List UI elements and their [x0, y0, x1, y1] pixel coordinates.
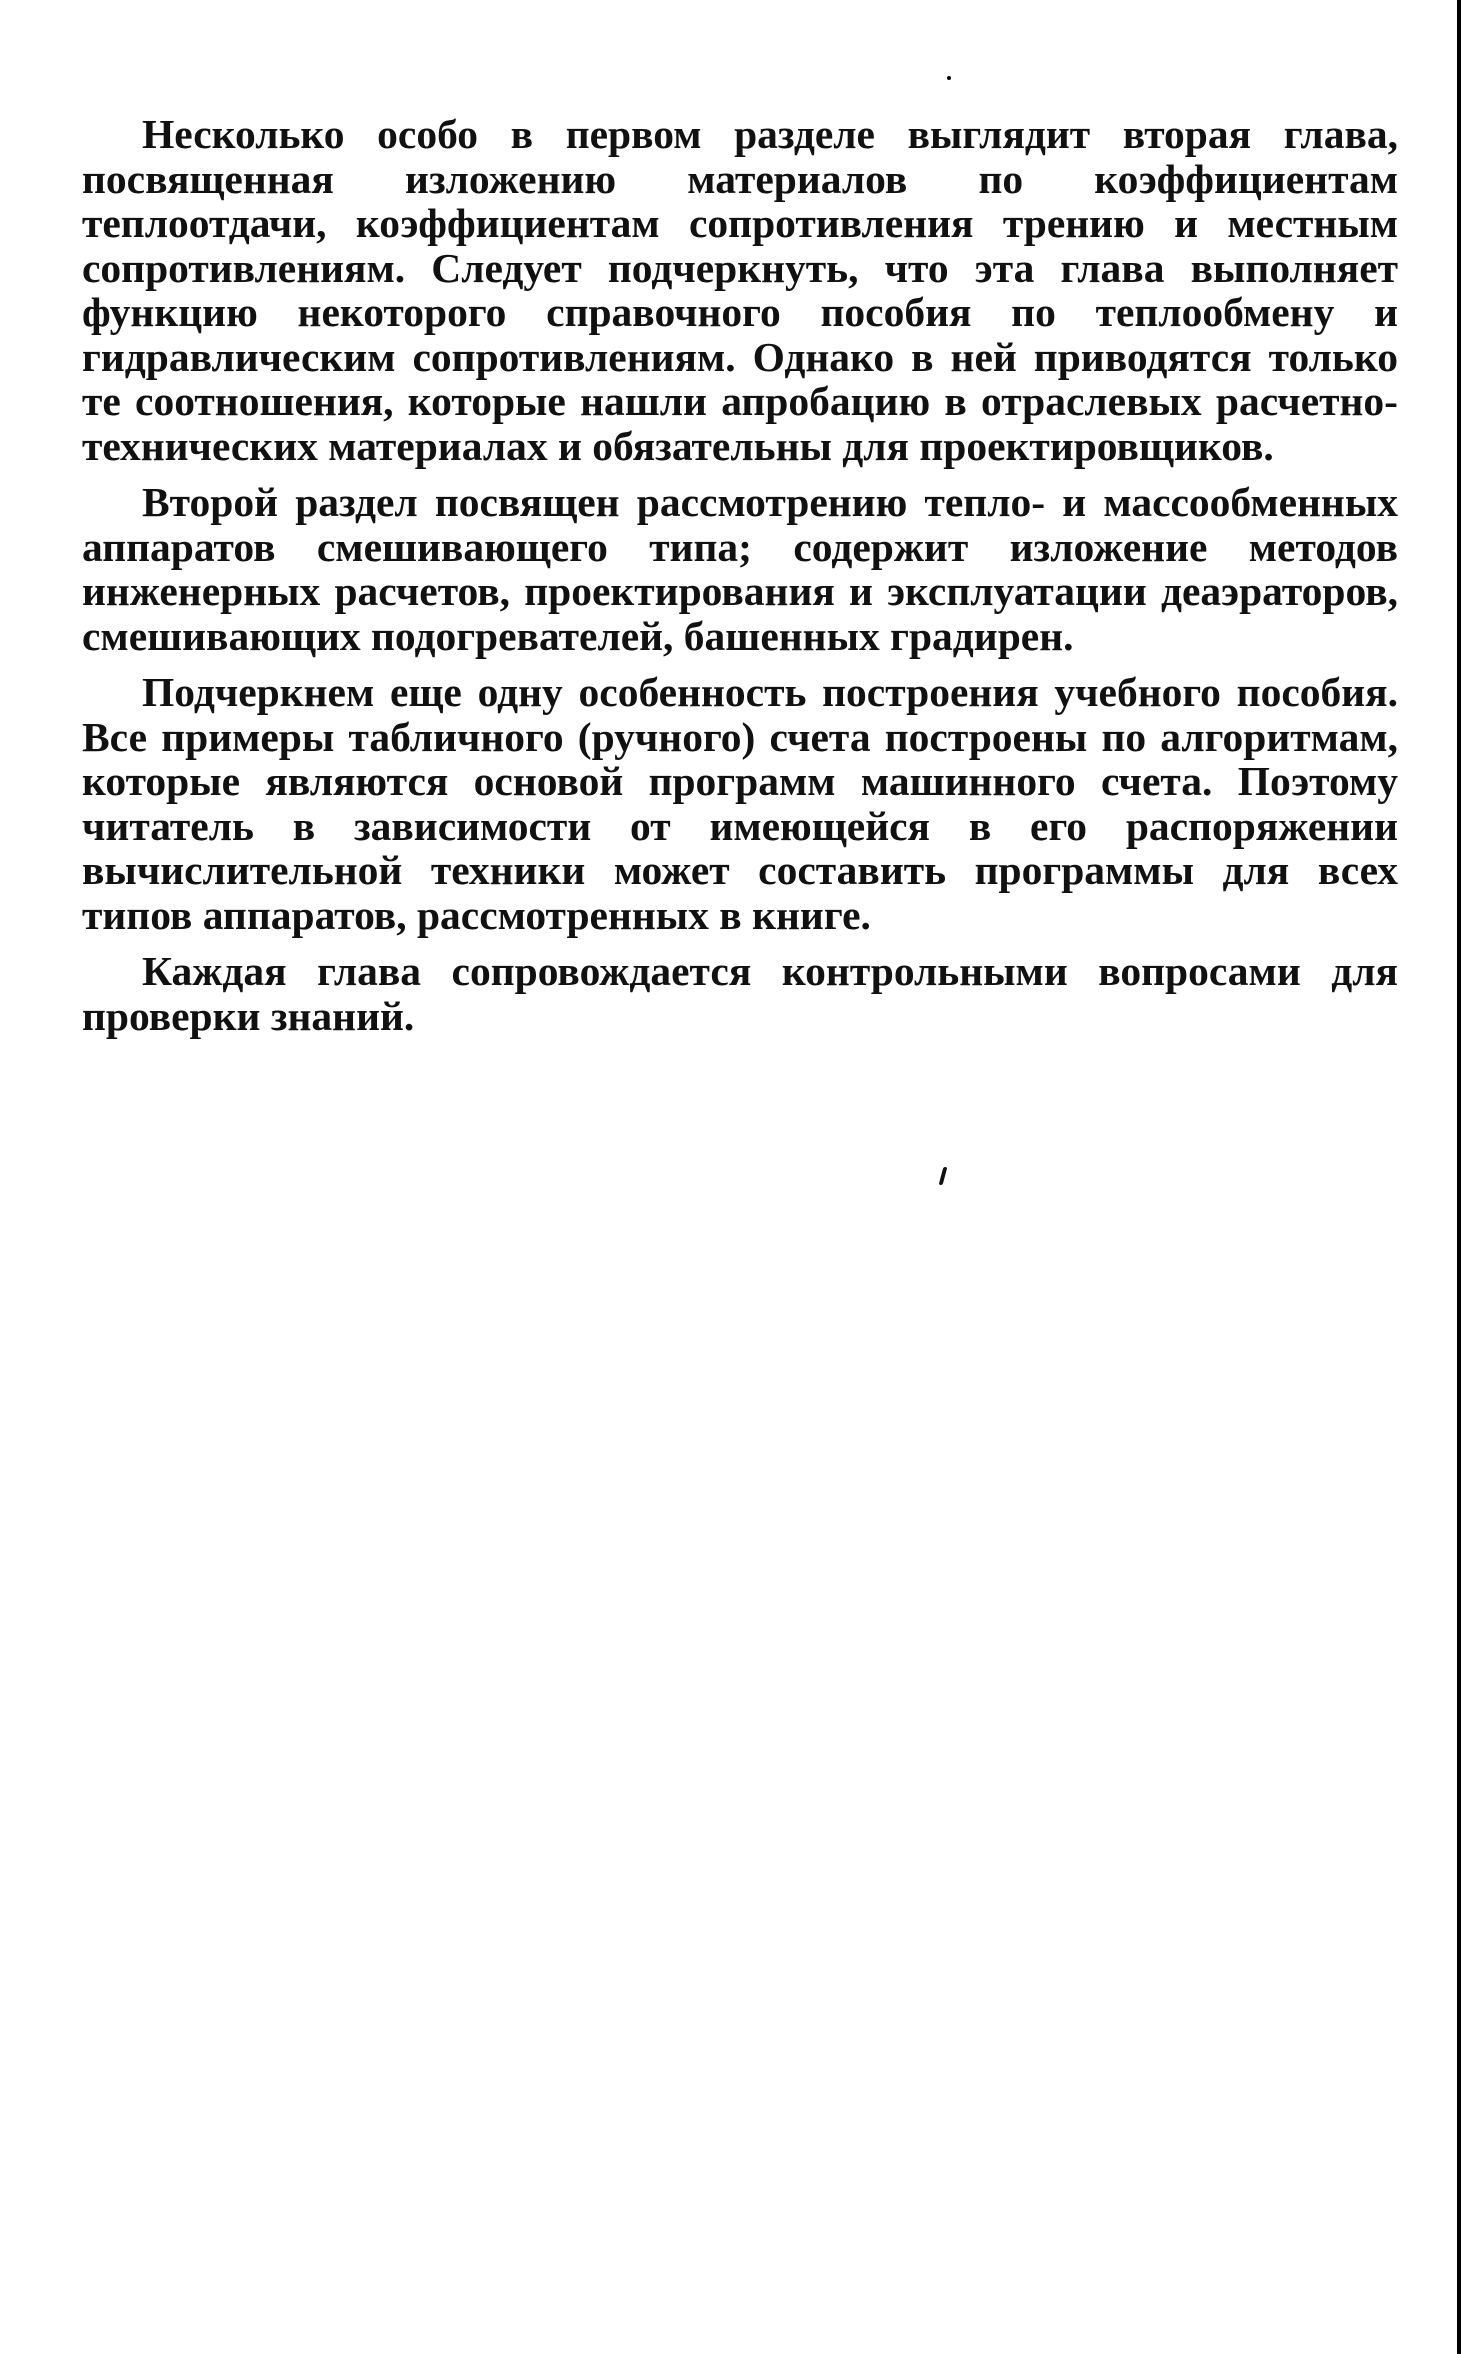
scan-speck [947, 76, 951, 80]
paragraph: Несколько особо в первом разделе выглядит вторая глава, посвященная изложению материалов по коэффициентам теплоотдачи, коэффициентам сопротивления трению и местным сопротивлениям. Следует подчеркнуть, что эта глава выполняет функцию некоторого справочного пособия по теплообмену и гидравлическим сопротивлениям. Однако в ней приводятся только те соотношения, которые нашли апробацию в отраслевых расчетно-технических материалах и обязательны для проектировщиков. [82, 111, 1398, 469]
paragraph: Второй раздел посвящен рассмотрению тепло- и массообменных аппаратов смешивающего типа; содержит изложение методов инженерных расчетов, проектирования и эксплуатации деаэраторов, смешивающих подогревателей, башенных градирен. [82, 479, 1398, 659]
scan-speck [939, 1167, 948, 1185]
page-edge-border [1457, 0, 1461, 2354]
body-text [82, 112, 1398, 1050]
paragraph: Каждая глава сопровождается контрольными вопросами для проверки знаний. [82, 948, 1398, 1039]
paragraph: Подчеркнем еще одну особенность построения учебного пособия. Все примеры табличного (ручного) счета построены по алгоритмам, которые являются основой программ машинного счета. Поэтому читатель в зависимости от имеющейся в его распоряжении вычислительной техники может составить программы для всех типов аппаратов, рассмотренных в книге. [82, 669, 1398, 938]
